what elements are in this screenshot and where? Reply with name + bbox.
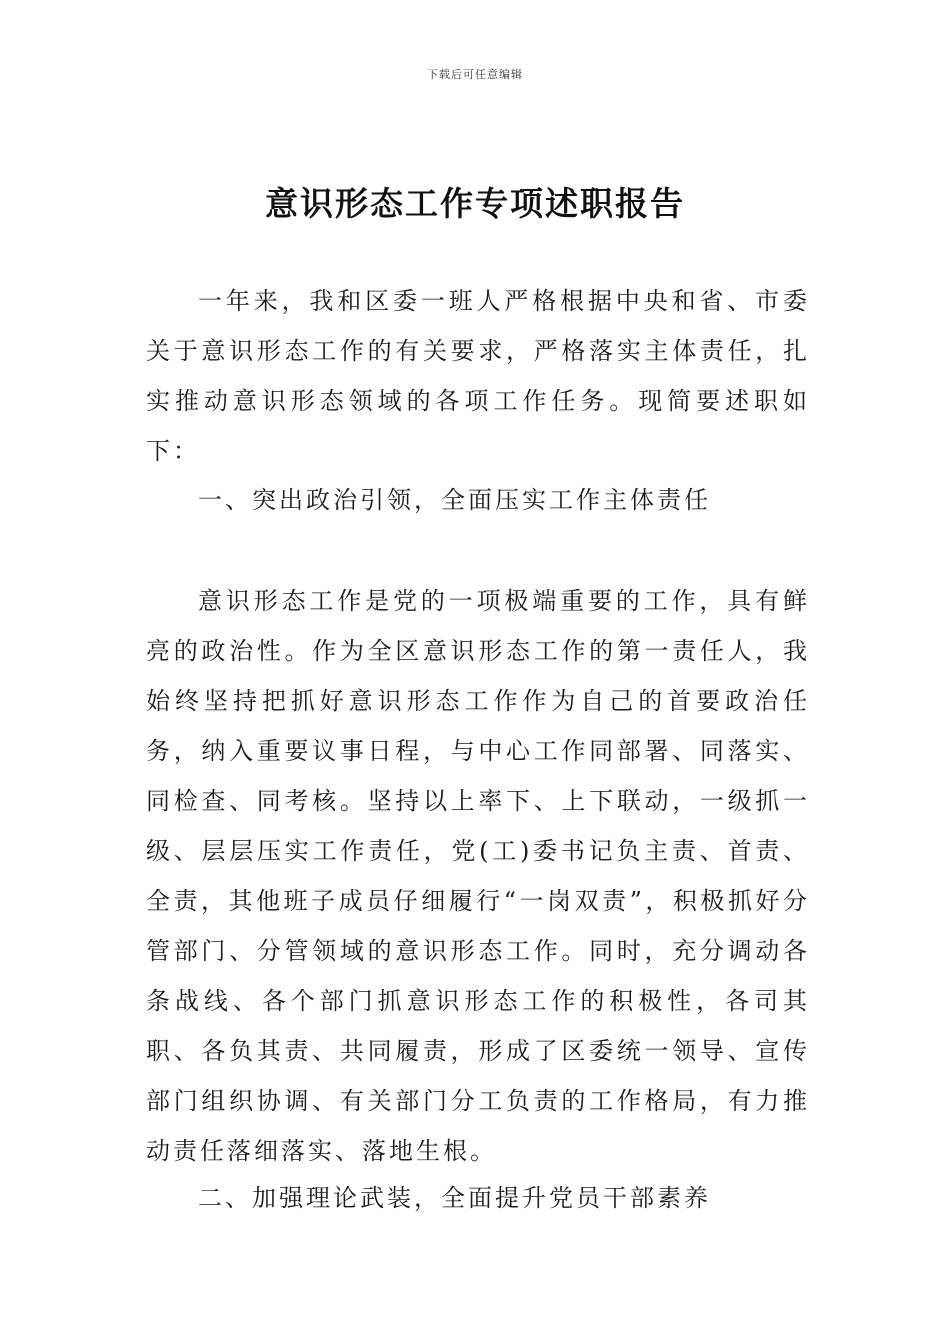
section-heading-1: 一、突出政治引领，全面压实工作主体责任 — [198, 486, 711, 514]
header-note: 下载后可任意编辑 — [427, 68, 523, 81]
section-heading-2: 二、加强理论武装，全面提升党员干部素养 — [198, 1184, 711, 1212]
document-title: 意识形态工作专项述职报告 — [265, 184, 685, 223]
intro-paragraph: 一年来，我和区委一班人严格根据中央和省、市委关于意识形态工作的有关要求，严格落实主体责任，扎实推动意识形态领域的各项工作任务。现简要述职如下： — [146, 287, 810, 465]
section-1-paragraph: 意识形态工作是党的一项极端重要的工作，具有鲜亮的政治性。作为全区意识形态工作的第一责任人，我始终坚持把抓好意识形态工作作为自己的首要政治任务，纳入重要议事日程，与中心工作同部署、同落实、同检查、同考核。坚持以上率下、上下联动，一级抓一级、层层压实工作责任，党(工)委书记负主责、首责、全责，其他班子成员仔细履行“一岗双责”，积极抓好分管部门、分管领域的意识形态工作。同时，充分调动各条战线、各个部门抓意识形态工作的积极性，各司其职、各负其责、共同履责，形成了区委统一领导、宣传部门组织协调、有关部门分工负责的工作格局，有力推动责任落细落实、落地生根。 — [146, 587, 810, 1165]
